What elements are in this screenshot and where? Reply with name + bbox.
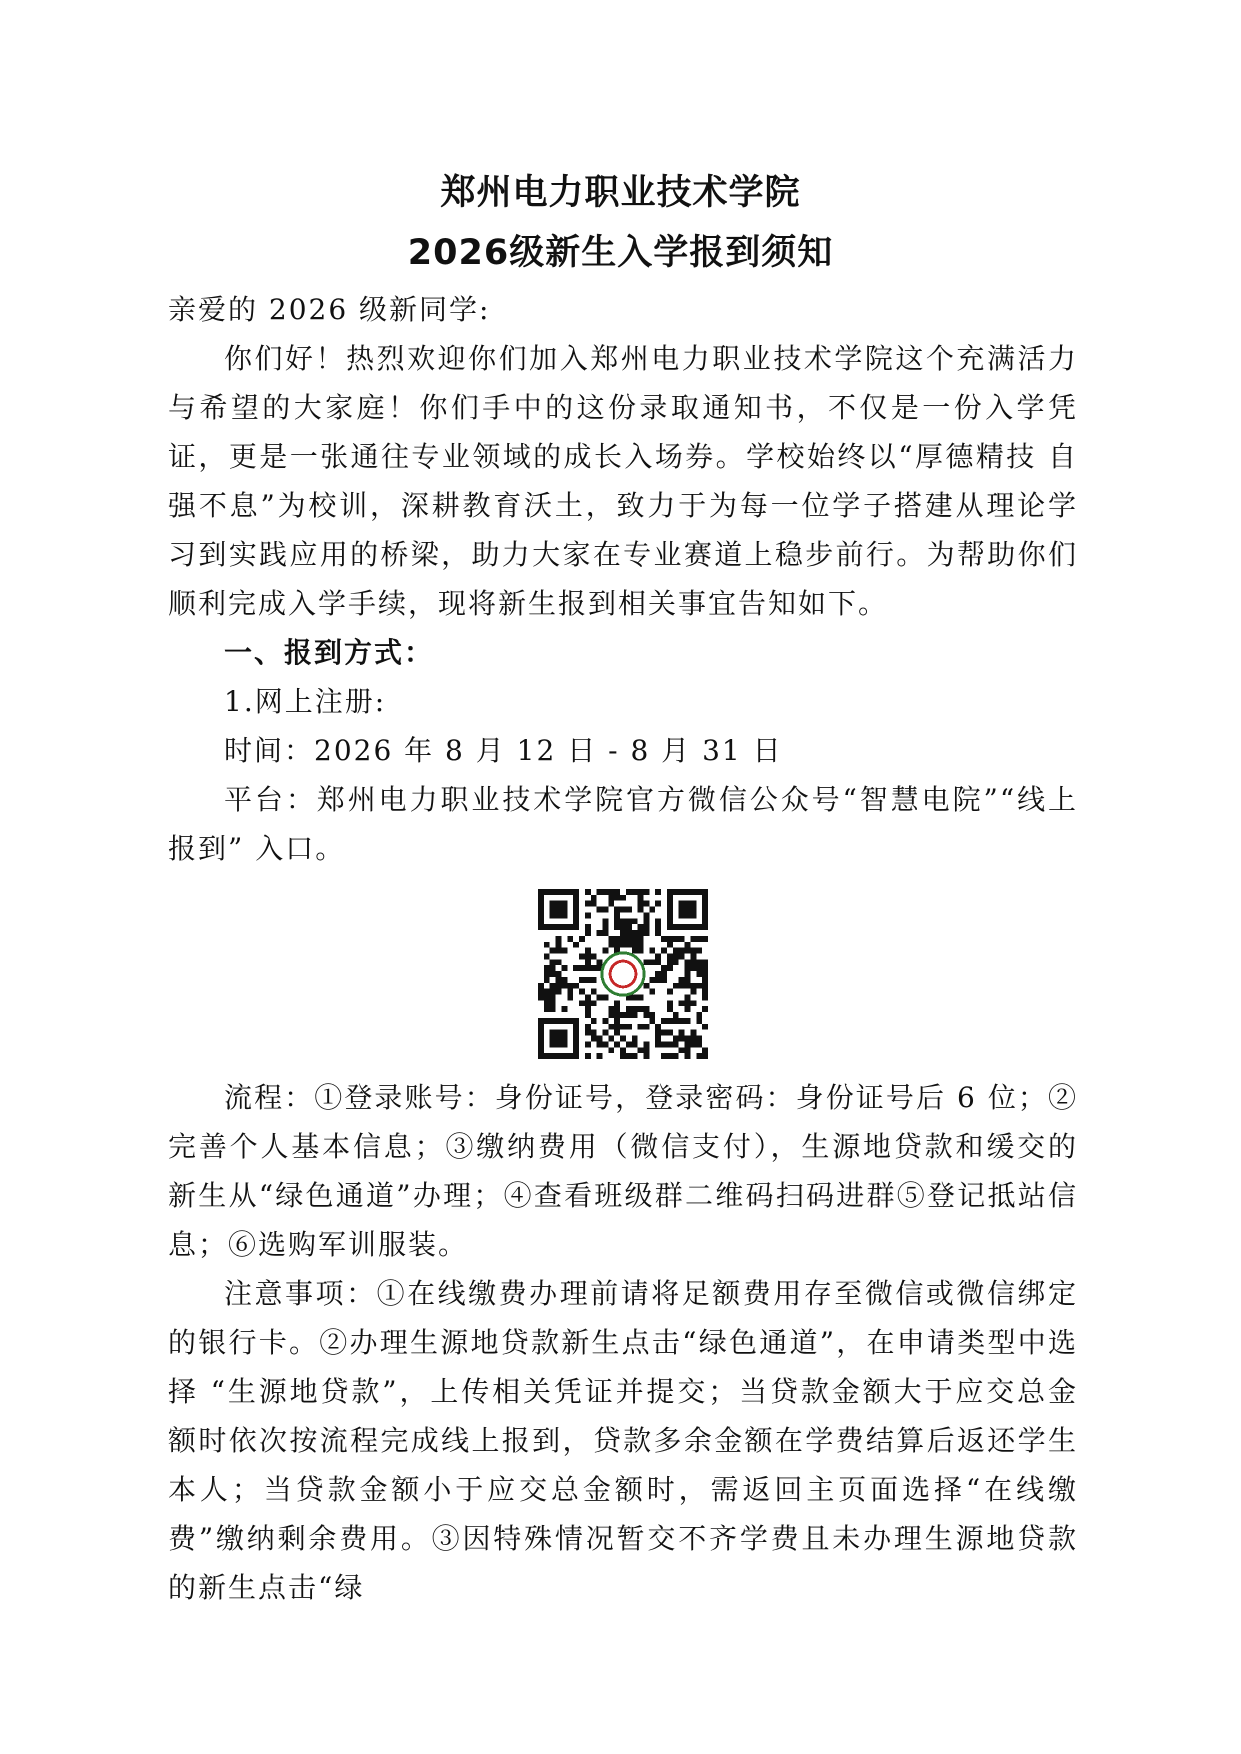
item-online-registration: 1.网上注册: <box>224 685 387 718</box>
registration-time: 时间：2026 年 8 月 12 日 - 8 月 31 日 <box>224 734 783 767</box>
intro-paragraph: 你们好！热烈欢迎你们加入郑州电力职业技术学院这个充满活力与希望的大家庭！你们手中的这份录取通知书，不仅是一份入学凭证，更是一张通往专业领域的成长入场券。学校始终以“厚德精技 自强不息”为校训，深耕教育沃土，致力于为每一位学子搭建从理论学习到实践应用的桥梁，助力大家在专业赛道上稳步前行。为帮助你们顺利完成入学手续，现将新生报到相关事宜告知如下。 <box>168 342 1078 620</box>
process-paragraph: 流程：①登录账号：身份证号，登录密码：身份证号后 6 位；②完善个人基本信息；③缴纳费用（微信支付），生源地贷款和缓交的新生从“绿色通道”办理；④查看班级群二维码扫码进群⑤登记抵站信息；⑥选购军训服装。 <box>168 1081 1078 1261</box>
qr-code-container <box>168 873 1078 1073</box>
document-subtitle: 2026级新生入学报到须知 <box>407 233 834 273</box>
section-heading-registration-method: 一、报到方式： <box>224 636 435 669</box>
document-body <box>168 285 1078 1612</box>
notes-paragraph: 注意事项：①在线缴费办理前请将足额费用存至微信或微信绑定的银行卡。②办理生源地贷款新生点击“绿色通道”，在申请类型中选择 “生源地贷款”，上传相关凭证并提交；当贷款金额大于应交总金额时依次按流程完成线上报到，贷款多余金额在学费结算后返还学生本人；当贷款金额小于应交总金额时，需返回主页面选择“在线缴费”缴纳剩余费用。③因特殊情况暂交不齐学费且未办理生源地贷款的新生点击“绿 <box>168 1277 1078 1604</box>
wechat-qr-code-icon <box>538 889 708 1059</box>
registration-platform: 平台：郑州电力职业技术学院官方微信公众号“智慧电院”“线上报到” 入口。 <box>168 783 1078 865</box>
salutation: 亲爱的 2026 级新同学: <box>168 293 491 326</box>
document-title: 郑州电力职业技术学院 <box>440 173 801 213</box>
